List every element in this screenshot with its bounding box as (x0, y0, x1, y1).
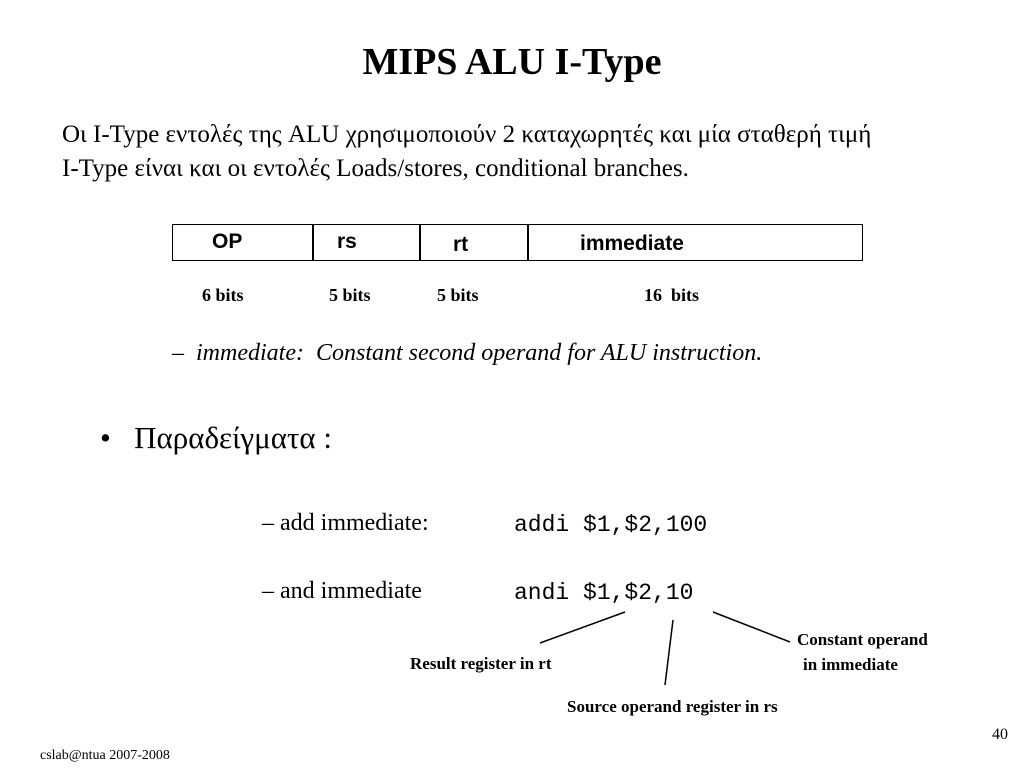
note-dash: – (172, 340, 184, 366)
source-annotation: Source operand register in rs (567, 697, 778, 716)
intro-line-2: I-Type είναι και οι εντολές Loads/stores, conditional branches. (62, 155, 689, 182)
note-text: immediate: Constant second operand for ALU instruction. (196, 340, 763, 366)
source-pointer-line (665, 620, 673, 685)
slide-title: MIPS ALU I-Type (362, 41, 662, 83)
field-immediate-bits: 16 bits (644, 285, 700, 305)
example-label: and immediate (280, 578, 422, 604)
page-number: 40 (992, 726, 1008, 743)
example-dash: – (262, 510, 274, 536)
field-immediate-label: immediate (580, 232, 684, 255)
examples-heading-text: Παραδείγματα : (134, 420, 333, 455)
result-pointer-line (540, 612, 625, 643)
bullet-icon: • (100, 420, 111, 455)
footer-credit: cslab@ntua 2007-2008 (40, 748, 170, 763)
example-code: addi $1,$2,100 (514, 512, 708, 538)
constant-annotation-line-2: in immediate (803, 655, 898, 674)
field-op-label: OP (212, 230, 243, 253)
result-annotation: Result register in rt (410, 654, 552, 673)
field-rs-label: rs (337, 230, 357, 253)
field-op-bits: 6 bits (202, 285, 244, 305)
example-dash: – (262, 578, 274, 604)
field-rt-bits: 5 bits (437, 285, 479, 305)
intro-line-1: Οι I-Type εντολές της ALU χρησιμοποιούν 2 καταχωρητές και μία σταθερή τιμή (62, 121, 872, 148)
constant-pointer-line (713, 612, 790, 642)
example-label: add immediate: (280, 510, 429, 536)
field-rs-bits: 5 bits (329, 285, 371, 305)
field-rt-label: rt (453, 233, 469, 256)
example-code: andi $1,$2,10 (514, 580, 694, 606)
constant-annotation-line-1: Constant operand (797, 630, 928, 649)
